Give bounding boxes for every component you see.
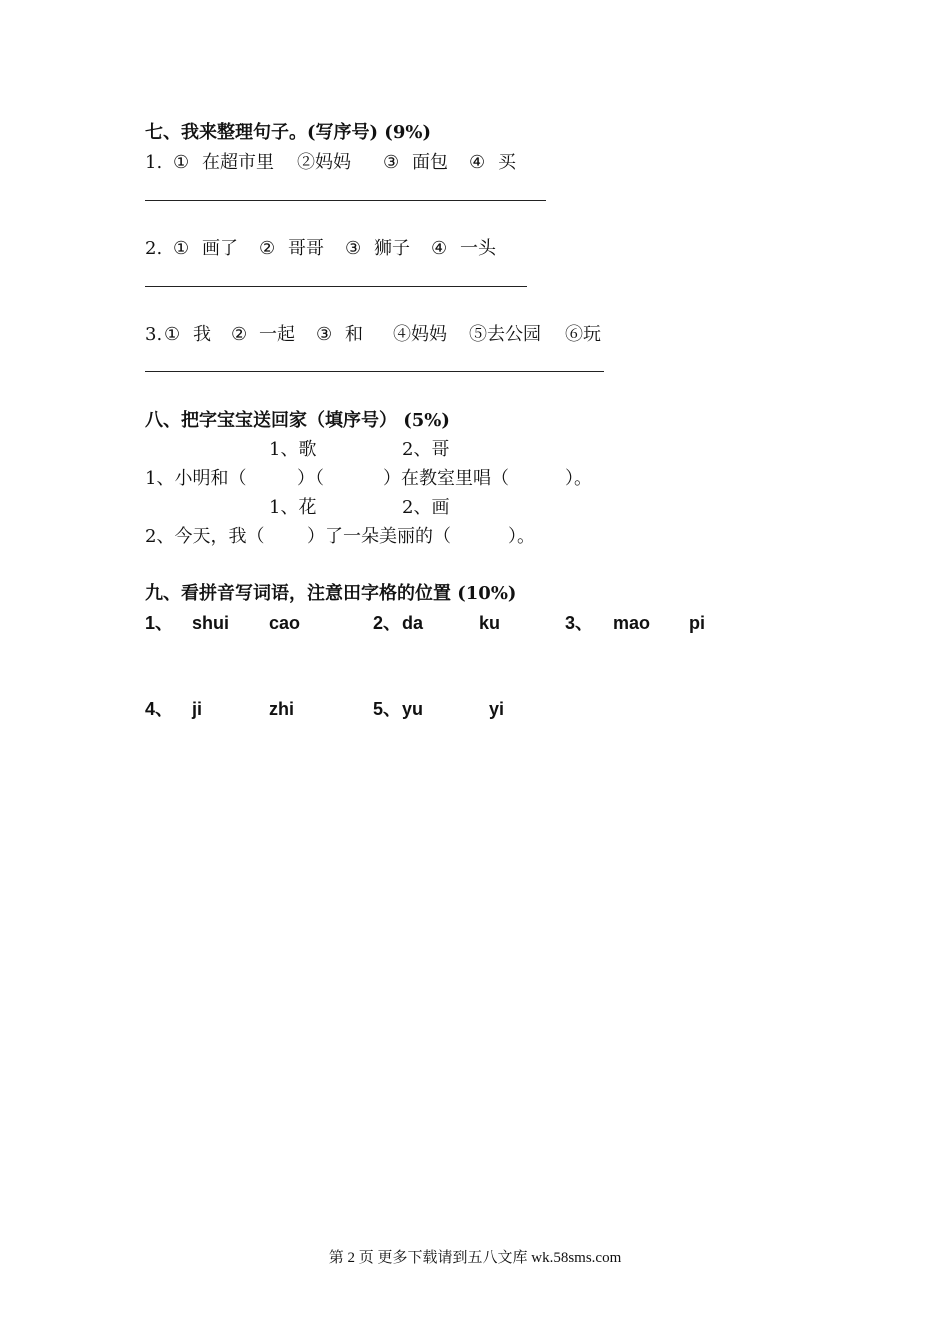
word-option: ⑤去公园 xyxy=(469,324,541,345)
pinyin-item-label: 5、 xyxy=(373,699,402,719)
word-option: ③ xyxy=(383,152,400,173)
word-option: 哥哥 xyxy=(288,238,324,259)
sentence-part: ）（ xyxy=(297,468,324,489)
word-option: 面包 xyxy=(412,152,448,173)
pinyin-syllable: shui xyxy=(192,613,230,633)
pinyin-syllable: mao xyxy=(613,613,651,633)
pinyin-syllable: da xyxy=(402,613,424,633)
pinyin-syllable: yi xyxy=(489,699,505,719)
word-option: 狮子 xyxy=(374,238,410,259)
answer-line[interactable] xyxy=(145,200,546,201)
sentence-part: 2、今天，我（ xyxy=(145,526,265,547)
char-option-1: 1、歌 xyxy=(269,439,317,460)
sentence-part: ）。 xyxy=(565,468,592,489)
word-option: 画了 xyxy=(202,238,238,259)
word-option: ① xyxy=(173,152,190,173)
item-number: 1. xyxy=(145,152,163,173)
item-number: 3. xyxy=(145,324,163,345)
word-option: ② xyxy=(259,238,276,259)
word-option: ④ xyxy=(469,152,486,173)
word-option: 一起 xyxy=(259,324,295,345)
pinyin-item-label: 3、 xyxy=(565,613,594,633)
answer-line[interactable] xyxy=(145,286,527,287)
pinyin-syllable: ji xyxy=(192,699,203,719)
answer-line[interactable] xyxy=(145,371,604,372)
word-option: ④ xyxy=(431,238,448,259)
section-9-title: 九、看拼音写词语，注意田字格的位置 (10%) xyxy=(145,583,517,604)
word-option: 我 xyxy=(193,324,211,345)
pinyin-syllable: pi xyxy=(689,613,705,633)
pinyin-item-label: 4、 xyxy=(145,699,174,719)
word-option: ②妈妈 xyxy=(297,152,351,173)
char-option-1: 1、花 xyxy=(269,497,317,518)
word-option: 和 xyxy=(345,324,363,345)
pinyin-syllable: ku xyxy=(479,613,501,633)
section-8-title: 八、把字宝宝送回家（填序号） (5%) xyxy=(145,410,450,431)
sentence-part: 1、小明和（ xyxy=(145,468,247,489)
sentence-part: ）。 xyxy=(508,526,535,547)
word-option: ① xyxy=(164,324,181,345)
pinyin-item-label: 2、 xyxy=(373,613,402,633)
pinyin-syllable: cao xyxy=(269,613,301,633)
page-footer: 第 2 页 更多下载请到五八文库 wk.58sms.com xyxy=(328,1250,622,1266)
char-option-2: 2、画 xyxy=(402,497,450,518)
word-option: ① xyxy=(173,238,190,259)
word-option: 一头 xyxy=(460,238,496,259)
pinyin-syllable: zhi xyxy=(269,699,294,719)
char-option-2: 2、哥 xyxy=(402,439,450,460)
section-7-title: 七、我来整理句子。(写序号) (9%) xyxy=(145,122,431,143)
sentence-part: ）在教室里唱（ xyxy=(383,468,509,489)
word-option: ③ xyxy=(316,324,333,345)
word-option: ④妈妈 xyxy=(393,324,447,345)
word-option: ② xyxy=(231,324,248,345)
word-option: ③ xyxy=(345,238,362,259)
pinyin-item-label: 1、 xyxy=(145,613,174,633)
pinyin-syllable: yu xyxy=(402,699,424,719)
sentence-part: ）了一朵美丽的（ xyxy=(307,526,451,547)
word-option: ⑥玩 xyxy=(565,324,601,345)
item-number: 2. xyxy=(145,238,163,259)
word-option: 买 xyxy=(498,152,516,173)
word-option: 在超市里 xyxy=(202,152,274,173)
